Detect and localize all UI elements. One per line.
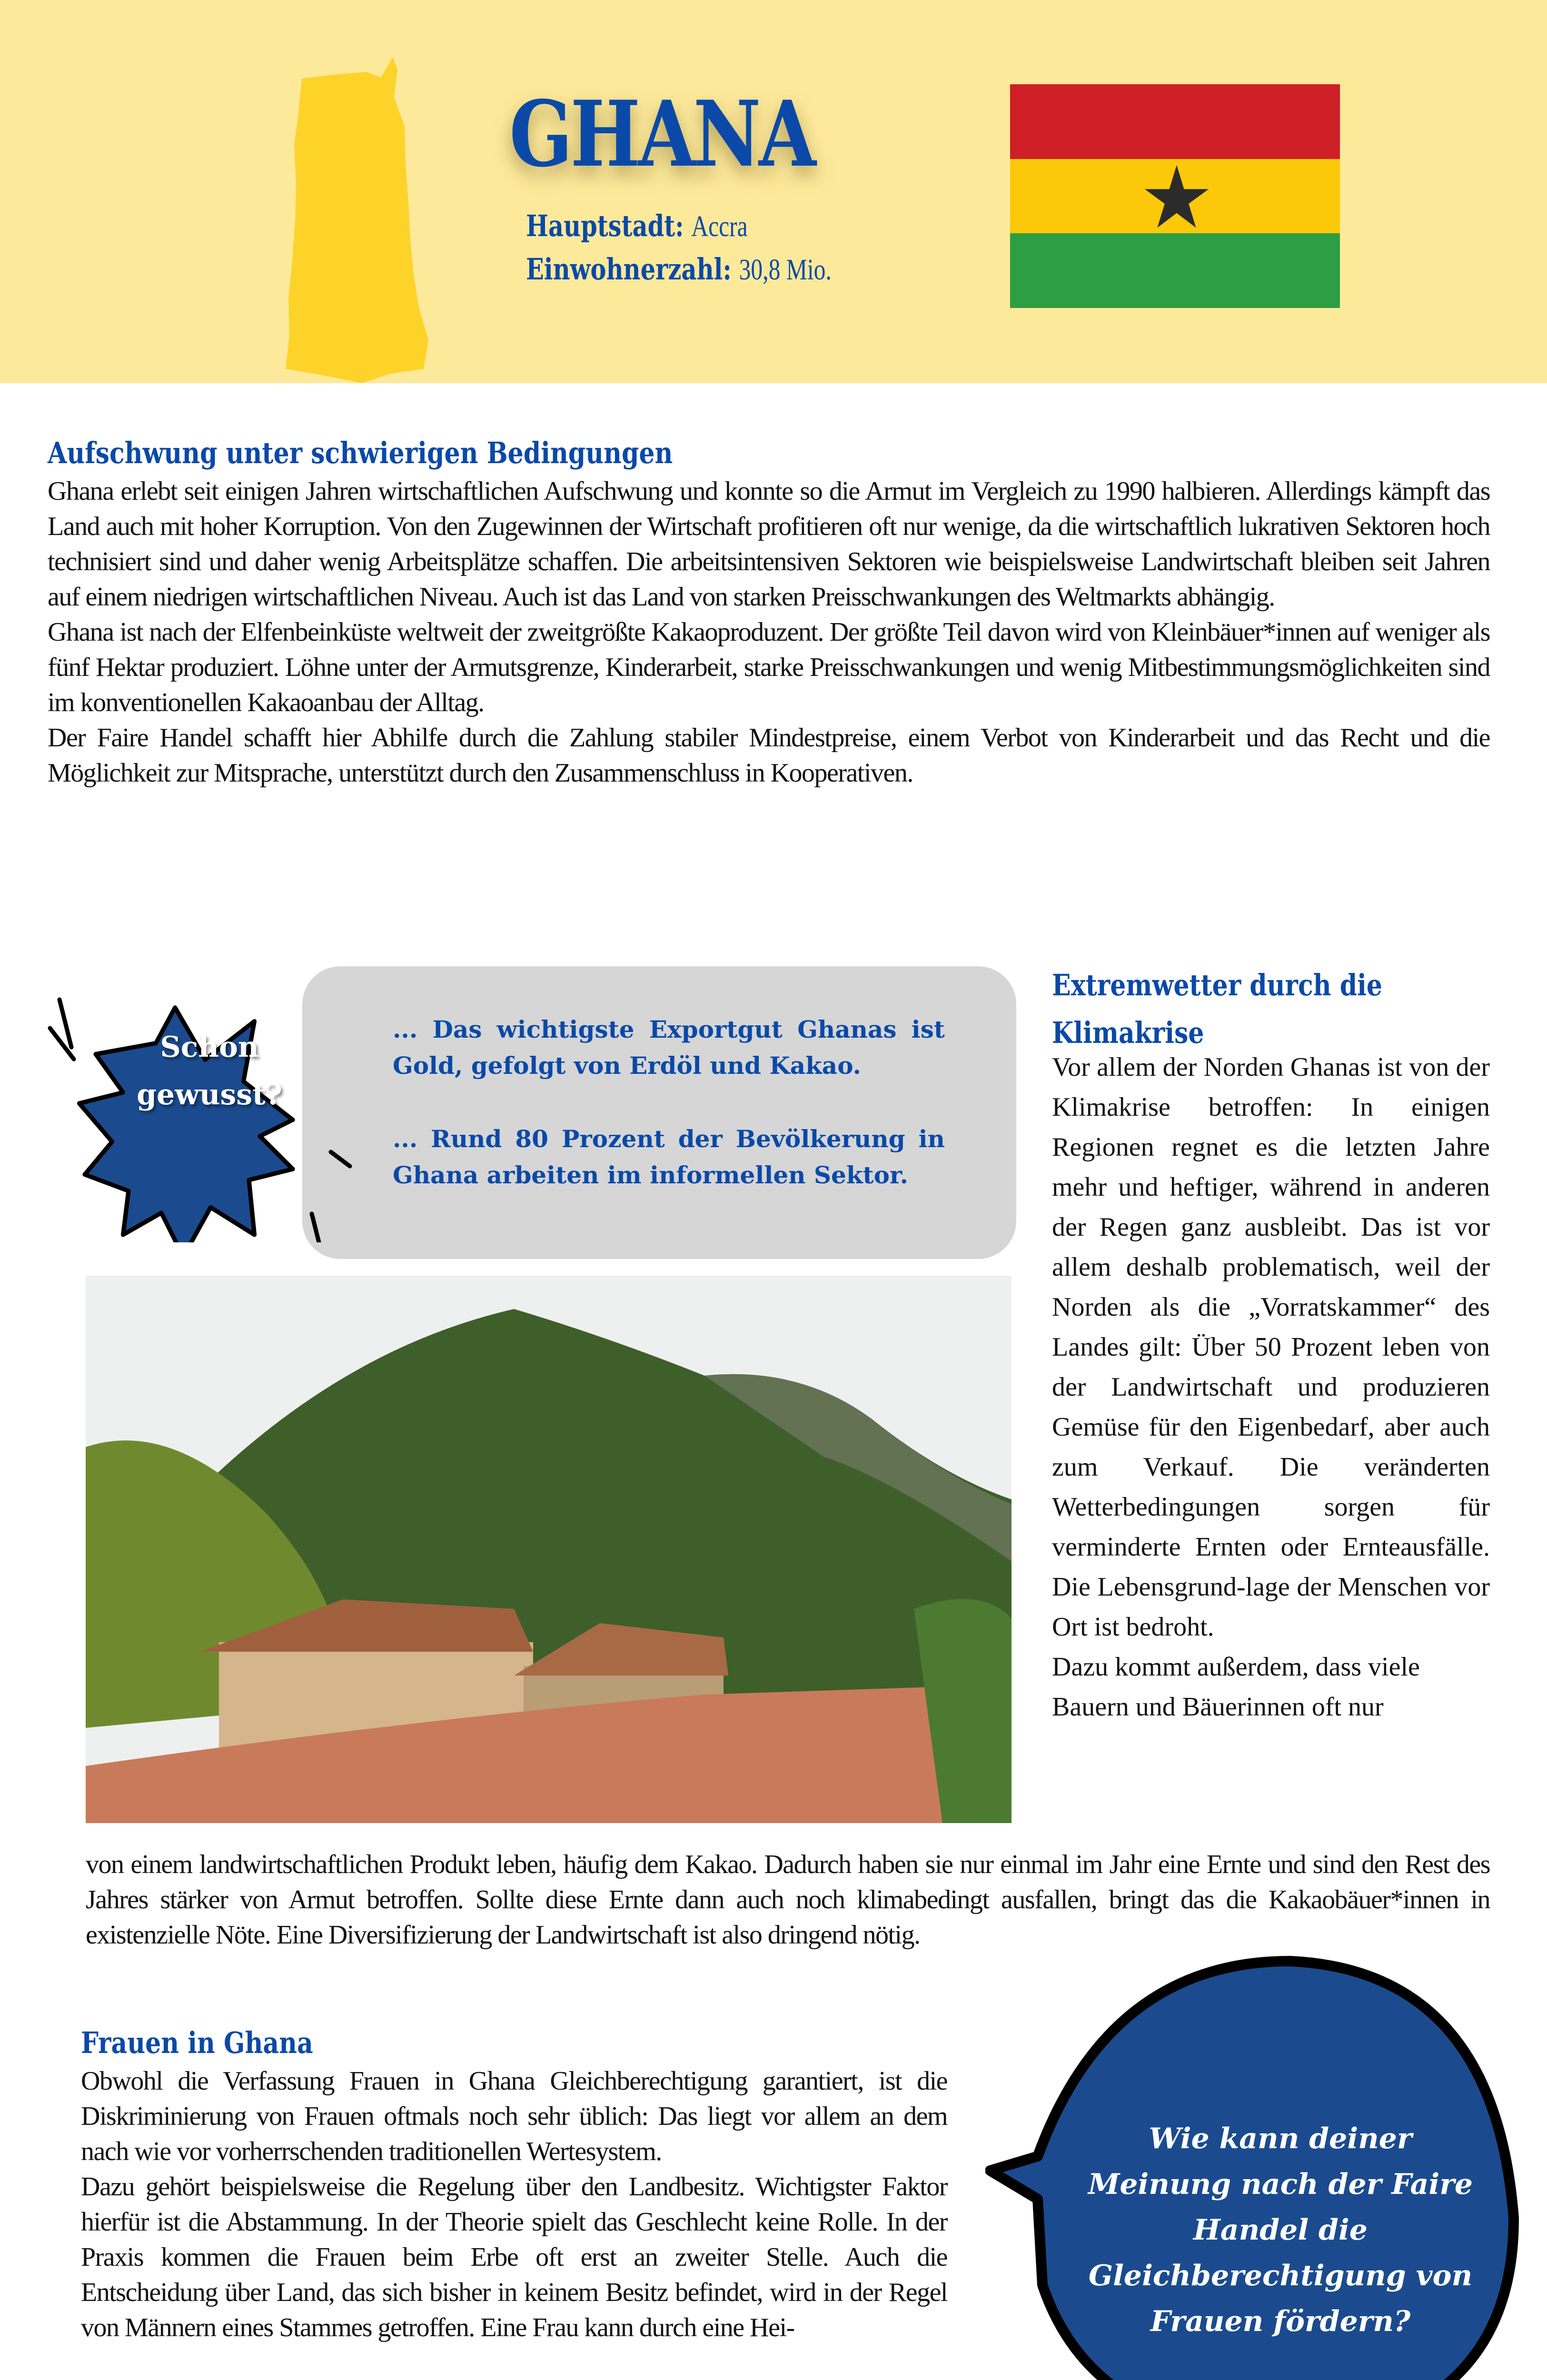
frauen-column — [81, 2063, 947, 2345]
village-mountain-image — [86, 1276, 1012, 1823]
ghana-map-icon — [286, 40, 486, 383]
section-heading-frauen: Frauen in Ghana — [81, 2025, 313, 2060]
heading-line: Klimakrise — [1052, 1015, 1204, 1050]
section-heading-aufschwung: Aufschwung unter schwierigen Bedingungen — [48, 436, 673, 470]
paragraph: Dazu gehört beispielsweise die Regelung über den Landbesitz. Wichtigster Faktor hierfür ist die Abstammung. In der Theorie spielt das Geschlecht keine Rolle. In der Praxis kommen die Frauen beim Erbe oft erst an zweiter Stelle. Auch die Entscheidung über Land, das sich bisher in keinem Besitz befindet, wird in der Regel von Männern eines Stammes getroffen. Eine Frau kann durch eine Hei- — [81, 2172, 947, 2342]
did-you-know-line1: Schon — [160, 1031, 259, 1064]
village-photo — [86, 1276, 1012, 1823]
heading-line: Extremwetter durch die — [1052, 968, 1383, 1002]
population-label: Einwohnerzahl: — [526, 252, 732, 287]
klimakrise-column — [1052, 1047, 1490, 1727]
capital-label: Hauptstadt: — [526, 208, 684, 243]
section-aufschwung-text — [48, 474, 1490, 791]
flag-green-stripe — [1010, 233, 1340, 308]
population-row — [526, 248, 832, 291]
ghana-flag — [1010, 84, 1340, 308]
flag-yellow-stripe — [1010, 159, 1340, 234]
paragraph: Der Faire Handel schafft hier Abhilfe durch die Zahlung stabiler Mindestpreise, einem Verbot von Kinderarbeit und das Recht und die Möglichkeit zur Mitsprache, unterstützt durch den Zusammenschluss in Kooperativen. — [48, 723, 1490, 788]
fact-2: ... Rund 80 Prozent der Bevölkerung in Ghana arbeiten im informellen Sektor. — [393, 1125, 945, 1189]
header-banner — [0, 0, 1547, 383]
did-you-know-label — [109, 1023, 309, 1119]
capital-row — [526, 205, 832, 248]
klimakrise-continued: von einem landwirtschaftlichen Produkt leben, häufig dem Kakao. Dadurch haben sie nur einmal im Jahr eine Ernte und sind den Rest des Jahres stärker von Armut betroffen. Sollte diese Ernte dann auch noch klimabedingt ausfallen, bringt das die Kakaobäuer*innen in existenzielle Nöte. Eine Diversifizierung der Landwirtschaft ist also dringend nötig. — [86, 1850, 1490, 1950]
paragraph: Vor allem der Norden Ghanas ist von der Klimakrise betroffen: In einigen Regionen regnet es die letzten Jahre mehr und heftiger, während in anderen der Regen ganz ausbleibt. Das ist vor allem deshalb problematisch, weil der Norden als die „Vorratskammer“ des Landes gilt: Über 50 Prozent leben von der Landwirtschaft und produzieren Gemüse für den Eigenbedarf, aber auch zum Verkauf. Die veränderten Wetterbedingungen sorgen für verminderte Ernten oder Ernteausfälle. Die Lebensgrund-lage der Menschen vor Ort ist bedroht. — [1052, 1052, 1490, 1642]
fact-1: ... Das wichtigste Exportgut Ghanas ist Gold, gefolgt von Erdöl und Kakao. — [393, 1015, 945, 1080]
star-icon — [1143, 161, 1210, 233]
country-facts — [526, 205, 832, 291]
capital-value: Accra — [691, 210, 748, 243]
section-heading-klimakrise — [1052, 962, 1382, 1057]
question-text: Wie kann deiner Meinung nach der Faire Handel die Gleichberechtigung von Frauen fördern? — [1088, 2122, 1473, 2338]
did-you-know-line2: gewusst? — [137, 1078, 282, 1111]
flag-red-stripe — [1010, 84, 1340, 159]
page-title: GHANA — [509, 81, 814, 187]
paragraph: Obwohl die Verfassung Frauen in Ghana Gleichberechtigung garantiert, ist die Diskriminierung von Frauen oftmals noch sehr üblich: Das liegt vor allem an dem nach wie vor vorherrschenden traditionellen Wertesystem. — [81, 2066, 947, 2166]
fact-box — [302, 966, 1016, 1259]
paragraph: Ghana ist nach der Elfenbeinküste weltweit der zweitgrößte Kakaoproduzent. Der größte Teil davon wird von Kleinbäuer*innen auf weniger als fünf Hektar produziert. Löhne unter der Armutsgrenze, Kinderarbeit, starke Preisschwankungen und wenig Mitbestimmungsmöglichkeiten sind im konventionellen Kakaoanbau der Alltag. — [48, 617, 1490, 717]
paragraph: Ghana erlebt seit einigen Jahren wirtschaftlichen Aufschwung und konnte so die Armut im Vergleich zu 1990 halbieren. Allerdings kämpft das Land auch mit hoher Korruption. Von den Zugewinnen der Wirtschaft profitieren oft nur wenige, da die wirtschaftlich lukrativen Sektoren hoch technisiert sind und daher wenig Arbeitsplätze schaffen. Die arbeitsintensiven Sektoren wie beispielsweise Landwirtschaft bleiben seit Jahren auf einem niedrigen wirtschaftlichen Niveau. Auch ist das Land von starken Preisschwankungen des Weltmarkts abhängig. — [48, 476, 1490, 612]
population-value: 30,8 Mio. — [739, 254, 832, 286]
paragraph: Dazu kommt außerdem, dass viele Bauern und Bäuerinnen oft nur — [1052, 1652, 1420, 1722]
